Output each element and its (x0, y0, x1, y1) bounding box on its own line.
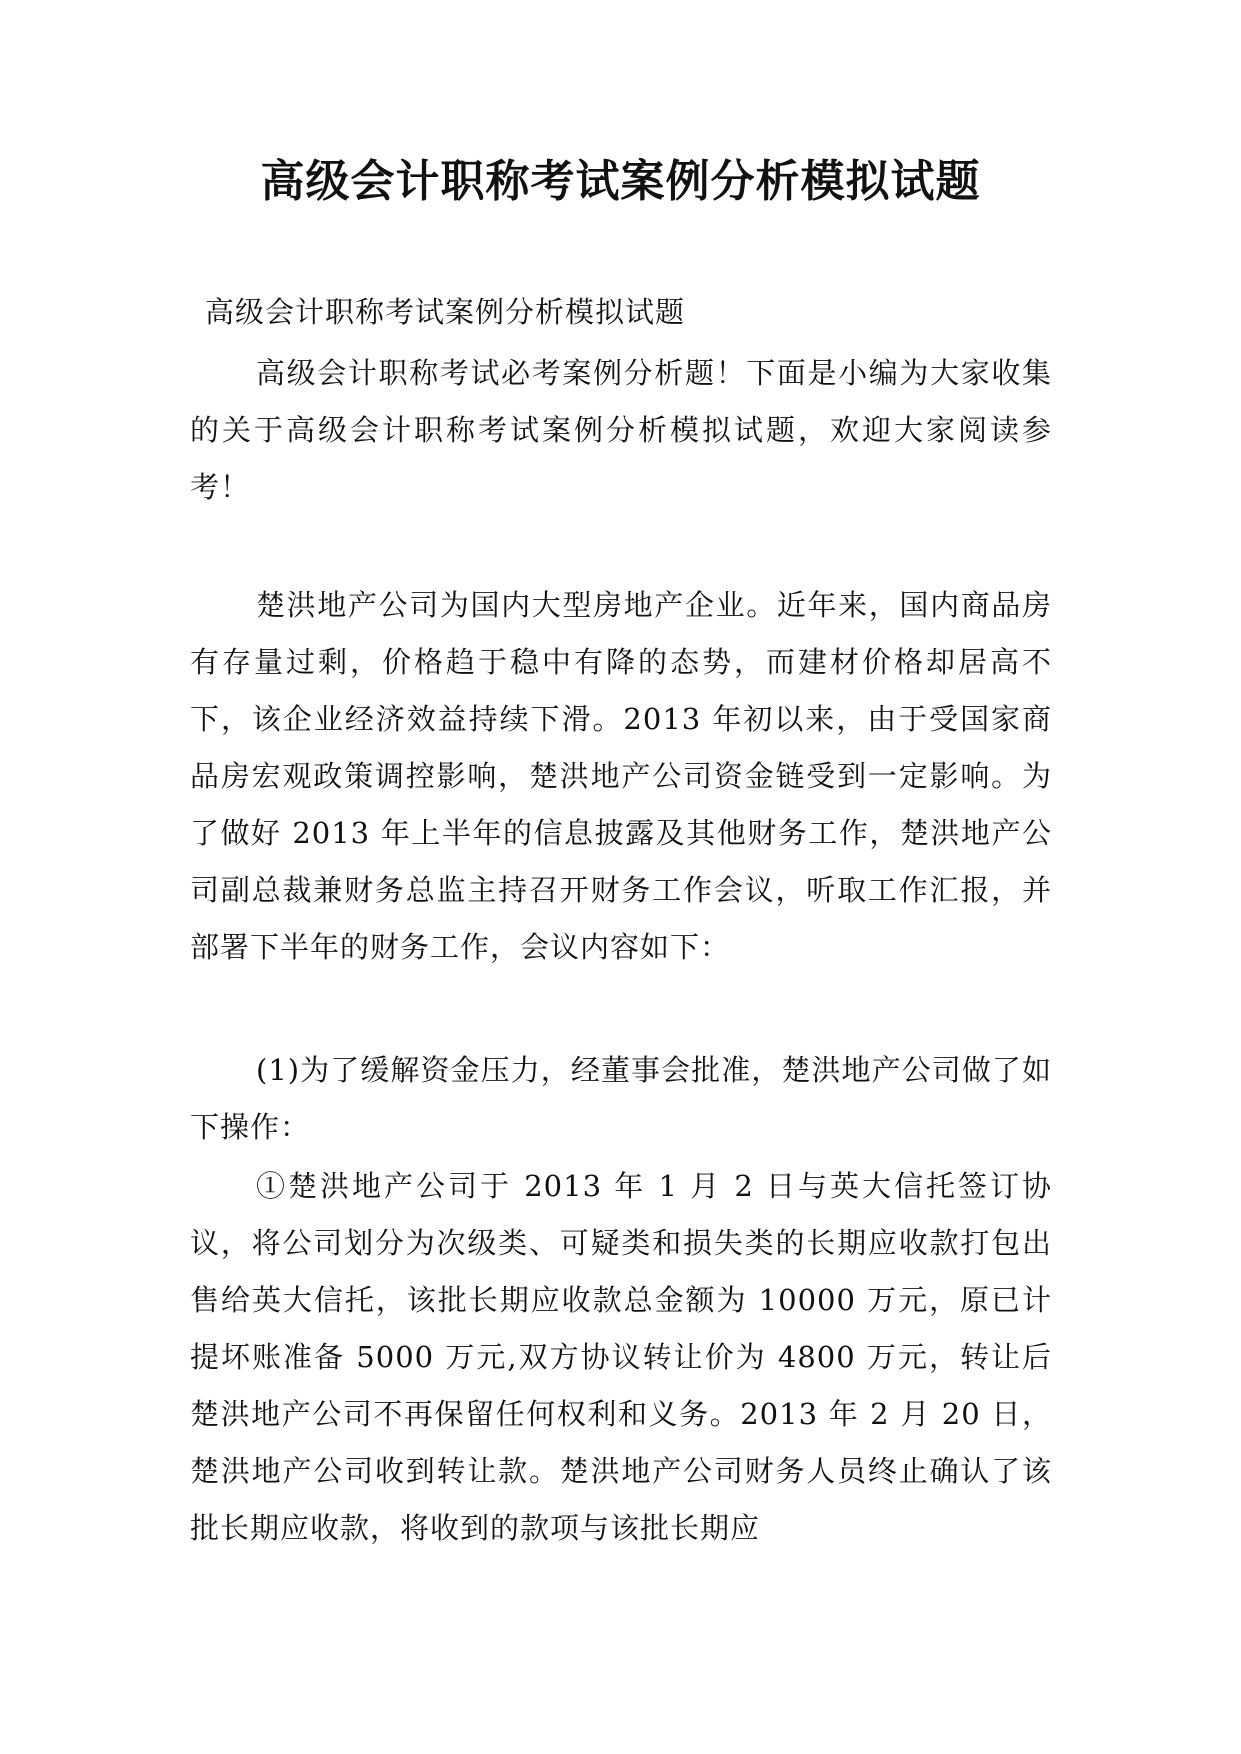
item-1-paragraph: ①楚洪地产公司于 2013 年 1 月 2 日与英大信托签订协议，将公司划分为次级类、可疑类和损失类的长期应收款打包出售给英大信托，该批长期应收款总金额为 10000 万元，原已计提坏账准备 5000 万元,双方协议转让价为 4800 万元，转让后楚洪地产公司不再保留任何权利和义务。2013 年 2 月 20 日，楚洪地产公司收到转让款。楚洪地产公司财务人员终止确认了该批长期应收款，将收到的款项与该批长期应 (190, 1169, 1052, 1545)
document-subtitle: 高级会计职称考试案例分析模拟试题 (205, 295, 686, 329)
document-title: 高级会计职称考试案例分析模拟试题 (260, 156, 981, 207)
case-background-paragraph: 楚洪地产公司为国内大型房地产企业。近年来，国内商品房有存量过剩，价格趋于稳中有降的态势，而建材价格却居高不下，该企业经济效益持续下滑。2013 年初以来，由于受国家商品房宏观政策调控影响，楚洪地产公司资金链受到一定影响。为了做好 2013 年上半年的信息披露及其他财务工作，楚洪地产公司副总裁兼财务总监主持召开财务工作会议，听取工作汇报，并部署下半年的财务工作，会议内容如下： (190, 588, 1052, 964)
question-1-paragraph: (1)为了缓解资金压力，经董事会批准，楚洪地产公司做了如下操作： (190, 1053, 1052, 1144)
intro-paragraph: 高级会计职称考试必考案例分析题！下面是小编为大家收集的关于高级会计职称考试案例分析模拟试题，欢迎大家阅读参考！ (190, 356, 1052, 504)
